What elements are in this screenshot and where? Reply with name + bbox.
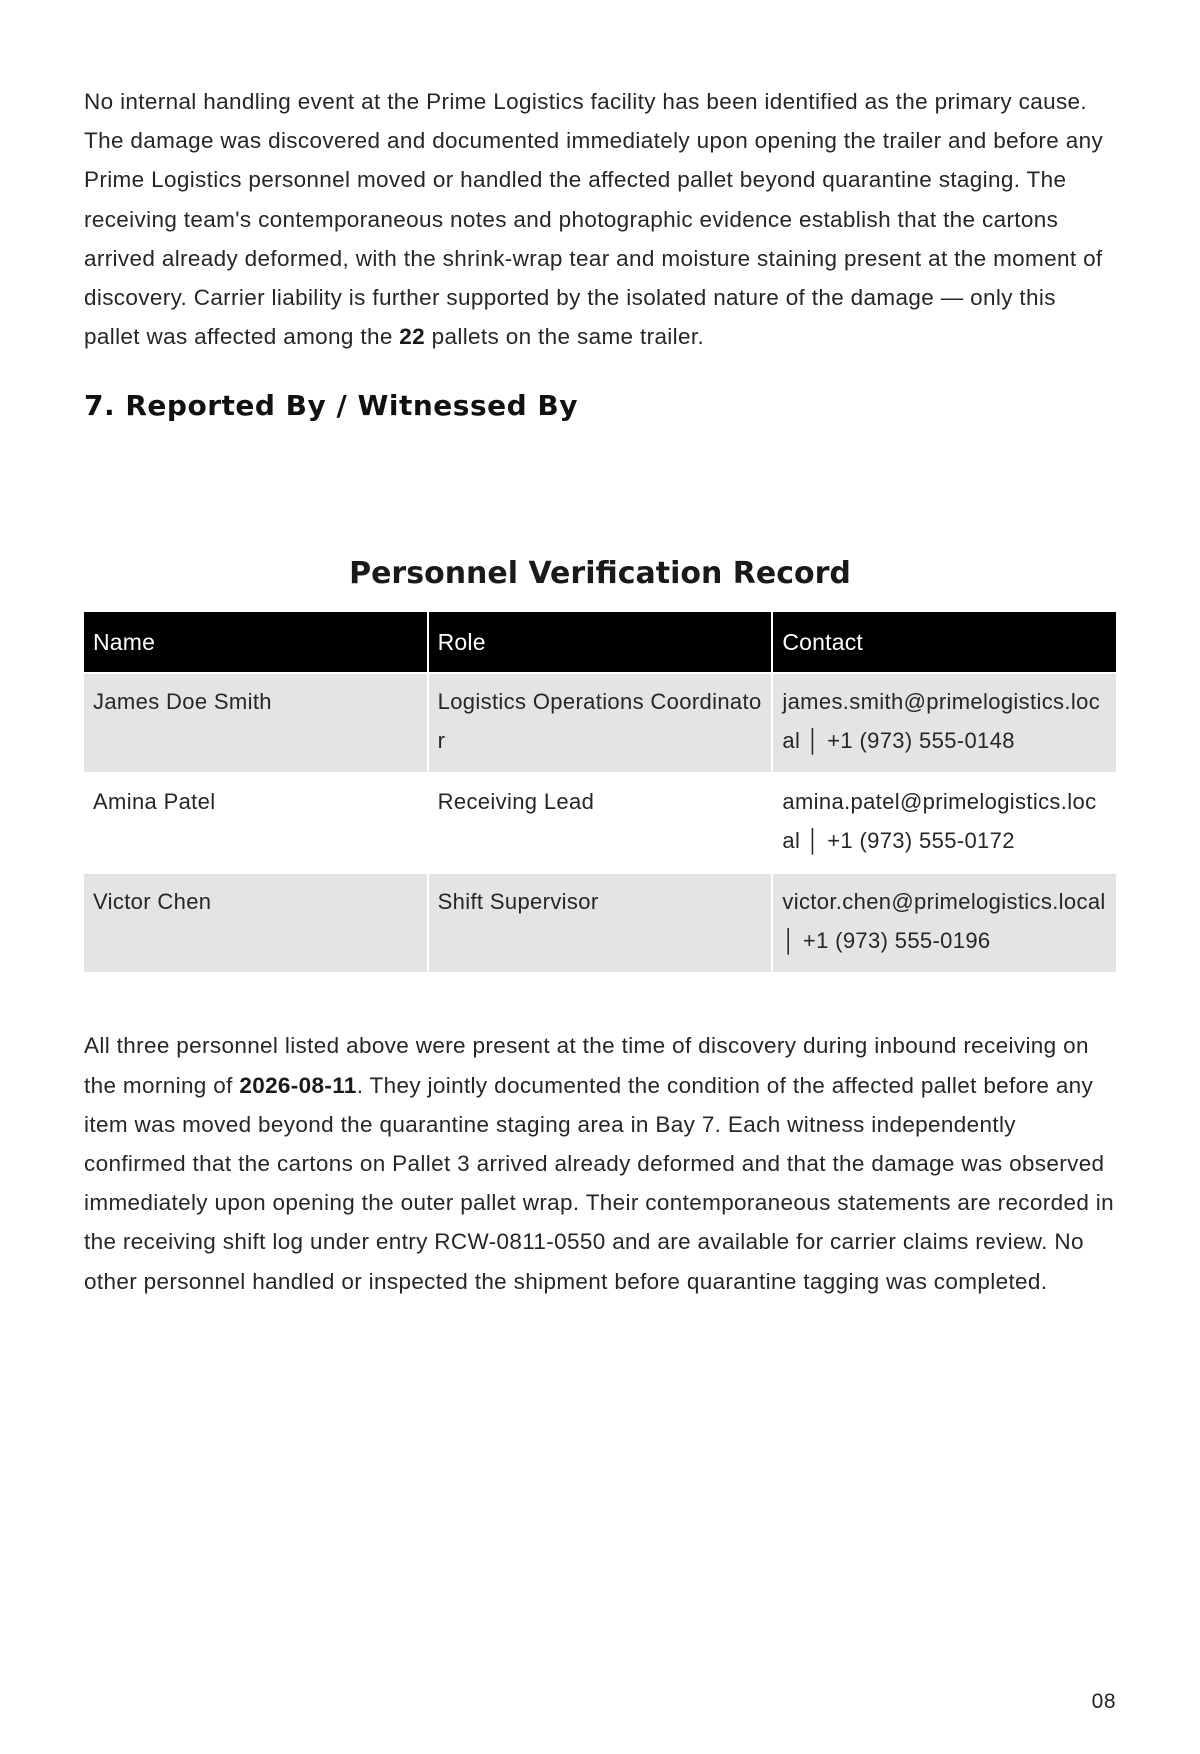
column-header-contact: Contact [772,612,1116,673]
document-page [84,82,1116,1301]
cell-name: Victor Chen [84,873,428,972]
cell-contact: amina.patel@primelogistics.local │ +1 (973) 555-0172 [772,773,1116,873]
discovery-date: 2026-08-11 [239,1072,357,1098]
table-row [84,873,1116,972]
closing-text-part2: . They jointly documented the condition of the affected pallet before any item was moved beyond the quarantine staging area in Bay 7. Each witness independently confirmed that the cartons on Pallet 3 arrived already deformed and that the damage was observed immediately upon opening the outer pallet wrap. Their contemporaneous statements are recorded in the receiving shift log under entry RCW-0811-0550 and are available for carrier claims review. No other personnel handled or inspected the shipment before quarantine tagging was completed. [84,1072,1115,1294]
intro-text-part1: No internal handling event at the Prime Logistics facility has been identified as the primary cause. The damage was discovered and documented immediately upon opening the trailer and before any Prime Logistics personnel moved or handled the affected pallet beyond quarantine staging. The receiving team's contemporaneous notes and photographic evidence establish that the cartons arrived already deformed, with the shrink-wrap tear and moisture staining present at the moment of discovery. Carrier liability is further supported by the isolated nature of the damage — only this pallet was affected among the [84,89,1104,350]
table-row [84,673,1116,773]
cell-name: James Doe Smith [84,673,428,773]
cell-role: Shift Supervisor [428,873,773,972]
page-number: 08 [1091,1690,1116,1713]
closing-text-part1: All three personnel listed above were present at the time of discovery during inbound receiving on the morning of [84,1033,1089,1098]
intro-paragraph [84,82,1116,356]
column-header-name: Name [84,612,428,673]
cell-contact: victor.chen@primelogistics.local │ +1 (973) 555-0196 [772,873,1116,972]
cell-contact: james.smith@primelogistics.local │ +1 (973) 555-0148 [772,673,1116,773]
section-heading: 7. Reported By / Witnessed By [84,389,578,423]
intro-text-part2: pallets on the same trailer. [425,324,705,350]
column-header-role: Role [428,612,773,673]
cell-role: Receiving Lead [428,773,773,873]
cell-name: Amina Patel [84,773,428,873]
cell-role: Logistics Operations Coordinator [428,673,773,773]
pallet-count: 22 [399,324,426,350]
personnel-table [84,612,1116,972]
closing-paragraph [84,1026,1116,1300]
table-title: Personnel Verification Record [349,556,851,592]
table-header-row [84,612,1116,673]
table-row [84,773,1116,873]
